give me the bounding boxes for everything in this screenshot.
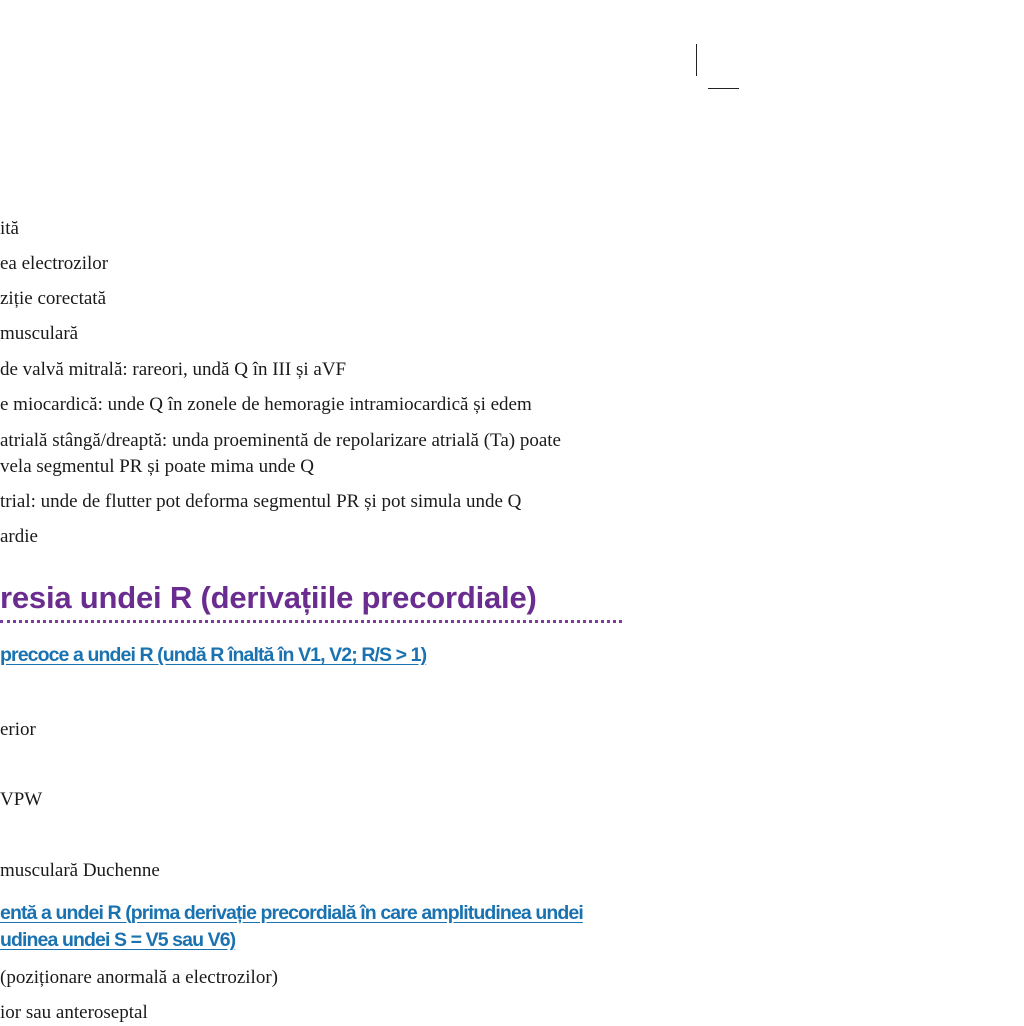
list-item: (poziționare anormală a electrozilor)	[0, 967, 278, 988]
text-line-7: atrială stângă/dreaptă: unda proeminentă de repolarizare atrială (Ta) poate	[0, 430, 561, 451]
list-item: musculară Duchenne	[0, 860, 160, 881]
section-heading: resia undei R (derivațiile precordiale)	[0, 580, 537, 615]
subheading-early-r-progression: precoce a undei R (undă R înaltă în V1, V2; R/S > 1)	[0, 644, 427, 666]
text-line-10: ardie	[0, 526, 38, 547]
text-line-5: de valvă mitrală: rareori, undă Q în III și aVF	[0, 359, 347, 380]
text-line-6: e miocardică: unde Q în zonele de hemoragie intramiocardică și edem	[0, 394, 532, 415]
list-item: VPW	[0, 789, 43, 810]
text-line-9: trial: unde de flutter pot deforma segmentul PR și pot simula unde Q	[0, 491, 522, 512]
text-line-8: vela segmentul PR și poate mima unde Q	[0, 456, 314, 477]
text-line-3: ziție corectată	[0, 288, 107, 309]
text-line-2: ea electrozilor	[0, 253, 109, 274]
list-item: ior sau anteroseptal	[0, 1002, 148, 1023]
subheading-late-r-progression-line-2: udinea undei S = V5 sau V6)	[0, 929, 236, 951]
text-line-1: ită	[0, 218, 19, 239]
crop-mark-horizontal	[708, 88, 739, 89]
list-item: erior	[0, 719, 36, 740]
crop-mark-vertical	[696, 44, 697, 76]
subheading-late-r-progression-line-1: entă a undei R (prima derivație precordială în care amplitudinea undei	[0, 902, 583, 924]
heading-dotted-rule	[0, 620, 622, 623]
text-line-4: musculară	[0, 323, 79, 344]
